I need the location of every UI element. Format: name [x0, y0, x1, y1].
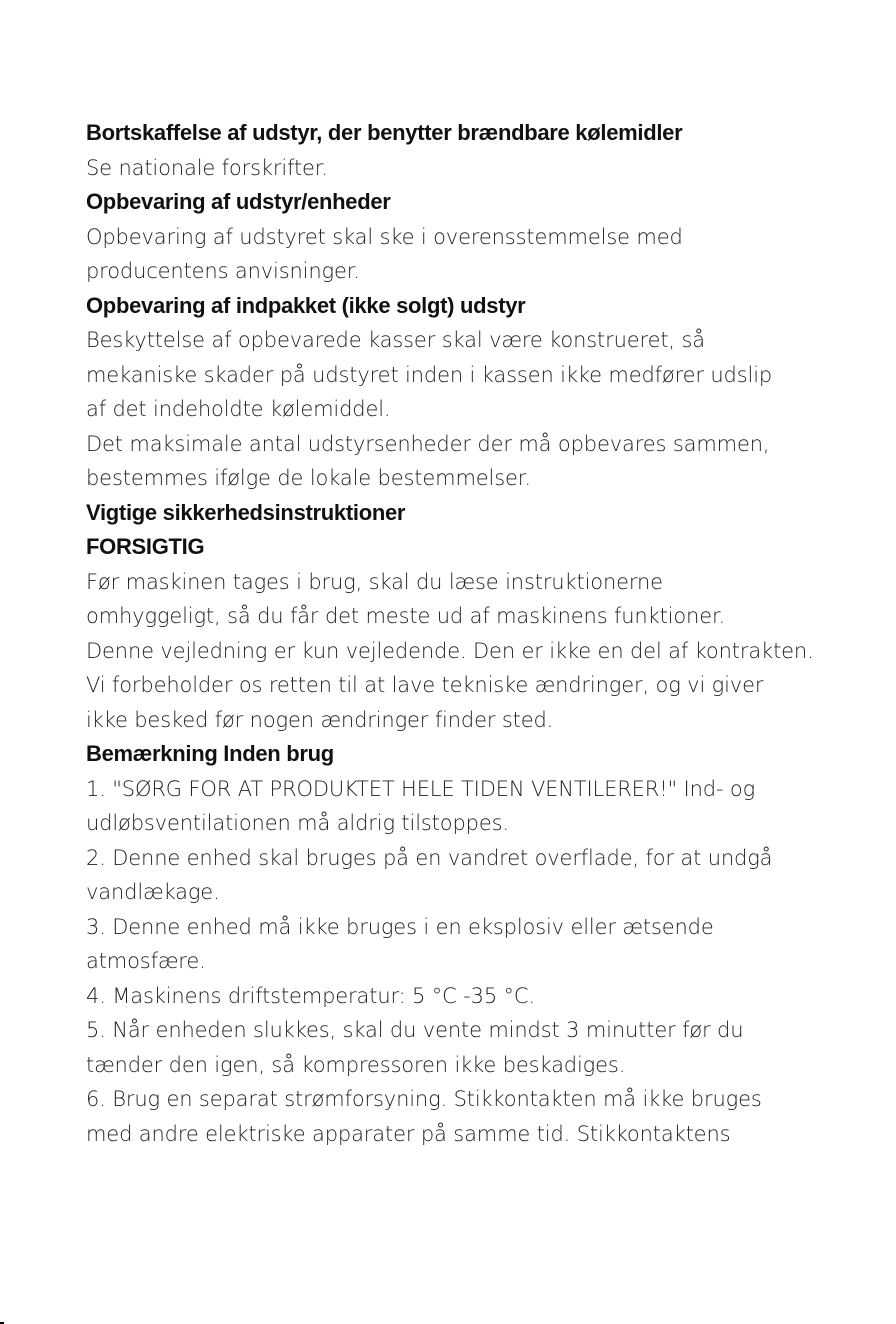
list-item-line: 5. Når enheden slukkes, skal du vente mindst 3 minutter før du: [86, 1018, 744, 1042]
paragraph-line: Opbevaring af udstyret skal ske i overensstemmelse med: [86, 224, 683, 249]
list-item-line: atmosfære.: [86, 949, 206, 973]
paragraph-line: Denne vejledning er kun vejledende. Den er ikke en del af kontrakten.: [86, 638, 814, 663]
section-heading-packed-storage: Opbevaring af indpakket (ikke solgt) udstyr: [86, 292, 526, 318]
list-item-line: 3. Denne enhed må ikke bruges i en eksplosiv eller ætsende: [86, 914, 714, 939]
list-item-line: 2. Denne enhed skal bruges på en vandret overflade, for at undgå: [86, 845, 773, 870]
paragraph-line: bestemmes ifølge de lokale bestemmelser.: [86, 466, 531, 490]
paragraph-line: af det indeholdte kølemiddel.: [86, 397, 391, 421]
list-item-line: tænder den igen, så kompressoren ikke beskadiges.: [86, 1052, 626, 1077]
list-item-line: 1. "SØRG FOR AT PRODUKTET HELE TIDEN VENTILERER!" Ind- og: [86, 776, 756, 801]
paragraph-line: omhyggeligt, så du får det meste ud af maskinens funktioner.: [86, 604, 726, 628]
paragraph-line: Se nationale forskrifter.: [86, 155, 328, 180]
paragraph-line: Beskyttelse af opbevarede kasser skal være konstrueret, så: [86, 328, 705, 352]
section-heading-storage: Opbevaring af udstyr/enheder: [86, 189, 391, 214]
list-item-line: 4. Maskinens driftstemperatur: 5 °C -35 °C.: [86, 983, 535, 1008]
paragraph-line: Det maksimale antal udstyrsenheder der må opbevares sammen,: [86, 431, 770, 456]
list-item-line: med andre elektriske apparater på samme tid. Stikkontaktens: [86, 1121, 731, 1146]
list-item-line: 6. Brug en separat strømforsyning. Stikkontakten må ikke bruges: [86, 1087, 762, 1111]
paragraph-line: producentens anvisninger.: [86, 259, 360, 283]
list-item-line: vandlækage.: [86, 880, 220, 904]
paragraph-line: Vi forbeholder os retten til at lave tekniske ændringer, og vi giver: [86, 673, 764, 697]
section-heading-safety: Vigtige sikkerhedsinstruktioner: [86, 499, 406, 525]
section-heading-before-use: Bemærkning Inden brug: [86, 741, 334, 766]
list-item-line: udløbsventilationen må aldrig tilstoppes.: [86, 811, 509, 835]
section-heading-disposal: Bortskaffelse af udstyr, der benytter brændbare kølemidler: [86, 120, 683, 145]
document-text: [86, 116, 886, 1151]
paragraph-line: mekaniske skader på udstyret inden i kassen ikke medfører udslip: [86, 362, 773, 387]
caution-heading: FORSIGTIG: [86, 534, 205, 559]
paragraph-line: ikke besked før nogen ændringer finder sted.: [86, 707, 554, 732]
paragraph-line: Før maskinen tages i brug, skal du læse instruktionerne: [86, 569, 663, 594]
